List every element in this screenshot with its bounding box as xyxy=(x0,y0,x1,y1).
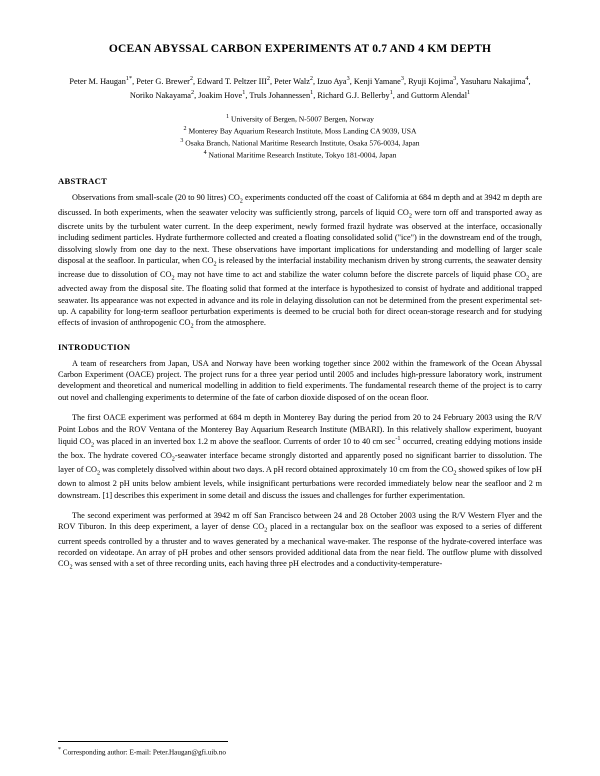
affiliation-list: $^1$ University of Bergen, N-5007 Bergen, Norway $^2$ Monterey Bay Aquarium Research Institute, Moss Landing CA 9039, USA $^3$ Osaka Branch, National Maritime Research Institute, Osaka 576-0034, Japan $^4$ National Maritime Research Institute, Tokyo 181-0004, Japan xyxy=(180,113,420,160)
intro-paragraph-2: The first OACE experiment was performed at 684 m depth in Monterey Bay during the period from 20 to 24 February 2003 using the R/V Point Lobos and the ROV Ventana of the Monterey Bay Aquarium Research Institute (MBARI). In this relatively shallow experiment, buoyant liquid $CO_2$ was placed in an inverted box 1.2 m above the seafloor. Currents of order 10 to 40 cm $\sec^{-1}$ occurred, creating eddying motions inside the box. The hydrate covered $CO_2$-seawater interface became strongly distorted and apparently posed no significant barrier to dissolution. The layer of $CO_2$ was completely dissolved within about two days. A pH record obtained approximately 10 cm from the $CO_2$ showed spikes of low pH down to almost 2 pH units below ambient levels, while insignificant perturbations were recorded immediately below near the seafloor and 2 m downstream. [1] describes this experiment in some detail and discuss the issues and challenges for further experimentation. xyxy=(58,413,543,500)
abstract-paragraph: Observations from small-scale (20 to 90 litres) $CO_2$ experiments conducted off the coast of California at 684 m depth and at 3942 m depth are discussed. In both experiments, when the seawater velocity was sufficiently strong, parcels of liquid $CO_2$ were torn off and transported away as discrete units by the turbulent water current. In the deep experiment, newly formed frazil hydrate was observed at the interface, occasionally including sediment particles. Hydrate furthermore collected and created a floating consolidated solid ("ice") in the downstream end of the trough, dissolving slowly from one day to the next. These observations have important implications for understanding and modelling of larger scale disposal at the seafloor. In particular, when $CO_2$ is released by the interfacial instability mechanism driven by strong currents, the seawater density increase due to dissolution of $CO_2$ may not have time to act and stabilize the water column before the discrete parcels of liquid phase $CO_2$ are advected away from the disposal site. The floating solid that formed at the interface is hypothesized to consist of hydrate and additional trapped seawater. Its appearance was not expected in advance and its role in delaying dissolution can not be determined from the present experimental set-up. A capability for long-term seafloor perturbation experiments is deemed to be crucial both for direct ocean-storage research and for studying effects of invasion of anthropogenic $CO_2$ from the atmosphere. xyxy=(58,193,543,331)
intro-paragraph-1: A team of researchers from Japan, USA and Norway have been working together since 2002 within the framework of the Ocean Abyssal Carbon Experiment (OACE) project. The project runs for a three year period until 2005 and includes high-pressure laboratory work, instrument development and theoretical and numerical modelling in addition to field experiments. The fundamental research theme of the project is to carry out novel and challenging experiments to determine of the fate of carbon dioxide disposed of on the ocean floor. xyxy=(58,358,542,402)
footnote-divider xyxy=(58,741,228,742)
page-title: OCEAN ABYSSAL CARBON EXPERIMENTS AT 0.7 AND 4 KM DEPTH xyxy=(108,43,492,55)
section-heading-introduction: INTRODUCTION xyxy=(58,341,131,352)
author-list: Peter M. Haugan$^{1*}$, Peter G. Brewer$^2$, Edward T. Peltzer III$^2$, Peter Walz$^2$, Izuo Aya$^3$, Kenji Yamane$^3$, Ryuji Kojima$^3$, Yasuharu Nakajima$^4$, Noriko Nakayama$^2$, Joakim Hove$^1$, Truls Johannessen$^1$, Richard G.J. Bellerby$^1$, and Guttorm Alendal$^1$ xyxy=(69,74,531,100)
corresponding-author-footnote: * Corresponding author: E-mail: Peter.Haugan@gfi.uib.no xyxy=(58,747,226,757)
intro-paragraph-3: The second experiment was performed at 3942 m off San Francisco between 24 and 28 October 2003 using the R/V Western Flyer and the ROV Tiburon. In this deep experiment, a layer of dense $CO_2$ placed in a rectangular box on the seafloor was exposed to a series of different current speeds controlled by a thruster and to waves generated by a mechanical wave-maker. The response of the hydrate-covered interface was recorded on videotape. An array of pH probes and other sensors provided additional data from the near field. The outflow plume with dissolved $CO_2$ was sensed with a set of three recording units, each having three pH electrodes and a conductivity-temperature- xyxy=(58,510,542,571)
section-heading-abstract: ABSTRACT xyxy=(58,176,108,187)
